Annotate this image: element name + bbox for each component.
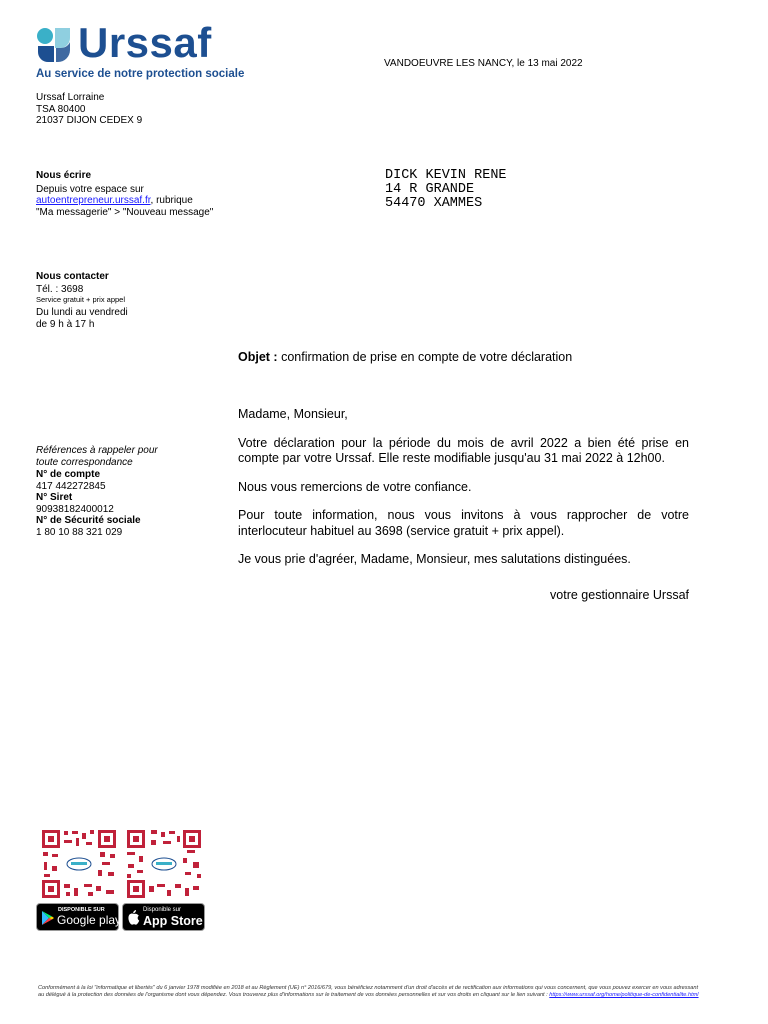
siret-label: N° Siret xyxy=(36,492,73,503)
place-date: VANDOEUVRE LES NANCY, le 13 mai 2022 xyxy=(384,58,583,69)
letter-body xyxy=(238,407,689,603)
siret-number: 90938182400012 xyxy=(36,503,114,515)
paragraph: Votre déclaration pour la période du mois de avril 2022 a bien été prise en compte par votre Urssaf. Elle reste modifiable jusqu'au 31 mai 2022 à 12h00. xyxy=(238,435,689,465)
apple-icon xyxy=(128,910,140,925)
write-after-link: , rubrique xyxy=(150,195,193,206)
urssaf-logo-mark-icon xyxy=(36,26,72,64)
recipient-line: 54470 XAMMES xyxy=(385,196,483,211)
account-number: 417 442272845 xyxy=(36,480,106,492)
privacy-footer xyxy=(38,985,702,999)
paragraph: Je vous prie d'agréer, Madame, Monsieur, mes salutations distinguées. xyxy=(238,552,631,566)
google-badge-big: Google play xyxy=(57,913,122,927)
signature: votre gestionnaire Urssaf xyxy=(550,587,689,602)
google-play-badge[interactable] xyxy=(36,903,122,931)
app-store-badge[interactable] xyxy=(122,903,205,931)
sender-line: 21037 DIJON CEDEX 9 xyxy=(36,115,143,126)
refs-intro: Références à rappeler pour xyxy=(36,445,158,456)
paragraph: Nous vous remercions de votre confiance. xyxy=(238,479,472,494)
qr-code-android[interactable] xyxy=(40,828,118,900)
account-label: N° de compte xyxy=(36,469,101,480)
references-section xyxy=(36,445,226,538)
apple-badge-big: App Store xyxy=(143,914,203,928)
subject-line xyxy=(238,350,572,366)
sender-line: Urssaf Lorraine xyxy=(36,92,105,103)
write-line: "Ma messagerie" > "Nouveau message" xyxy=(36,206,214,218)
apple-badge-small: Disponible sur xyxy=(143,907,182,913)
sender-address xyxy=(36,92,142,127)
contact-hours: de 9 h à 17 h xyxy=(36,318,95,330)
brand-tagline: Au service de notre protection sociale xyxy=(36,68,245,80)
brand-name: Urssaf xyxy=(78,19,212,66)
urssaf-logo xyxy=(36,19,245,82)
write-title: Nous écrire xyxy=(36,170,92,181)
contact-section xyxy=(36,271,128,330)
recipient-line: DICK KEVIN RENE xyxy=(385,168,507,183)
qr-code-icon xyxy=(125,828,203,900)
contact-title: Nous contacter xyxy=(36,271,109,282)
contact-tel: Tél. : 3698 xyxy=(36,283,84,295)
write-section xyxy=(36,170,256,218)
ss-label: N° de Sécurité sociale xyxy=(36,515,141,526)
refs-intro: toute correspondance xyxy=(36,456,133,468)
ss-number: 1 80 10 88 321 029 xyxy=(36,526,123,538)
recipient-address xyxy=(385,169,507,211)
greeting: Madame, Monsieur, xyxy=(238,407,348,421)
autoentrepreneur-link[interactable]: autoentrepreneur.urssaf.fr xyxy=(36,195,151,206)
footer-text: Conformément à la loi "informatique et libertés" du 6 janvier 1978 modifiée en 2018 et au Règlement (UE) n° 2016/679, vous bénéficiez notamment d'un droit d'accès et de rectification aux informations qui vous concernent, que vous pouvez exercer en vous adressant au délégué à la protection des données de l'organisme dont vous dépendez. Vous trouverez plus d'informations sur le traitement de vos données personnelles et sur vos droits en cliquant sur le lien suivant : xyxy=(38,985,699,998)
write-line: Depuis votre espace sur xyxy=(36,183,144,195)
recipient-line: 14 R GRANDE xyxy=(385,182,475,197)
write-link-line xyxy=(36,195,256,207)
qr-code-icon xyxy=(40,828,118,900)
sender-line: TSA 80400 xyxy=(36,103,86,115)
google-badge-small: DISPONIBLE SUR xyxy=(58,907,105,913)
paragraph: Pour toute information, nous vous invitons à vous rapprocher de votre interlocuteur habituel au 3698 (service gratuit + prix appel). xyxy=(238,508,689,538)
google-play-icon xyxy=(41,910,55,926)
subject-text: confirmation de prise en compte de votre déclaration xyxy=(277,350,573,364)
privacy-link[interactable]: https://www.urssaf.org/home/politique-de-confidentialite.html xyxy=(549,991,699,998)
contact-service: Service gratuit + prix appel xyxy=(36,295,126,304)
qr-code-ios[interactable] xyxy=(125,828,203,900)
subject-label: Objet : xyxy=(238,350,278,364)
contact-days: Du lundi au vendredi xyxy=(36,307,128,318)
